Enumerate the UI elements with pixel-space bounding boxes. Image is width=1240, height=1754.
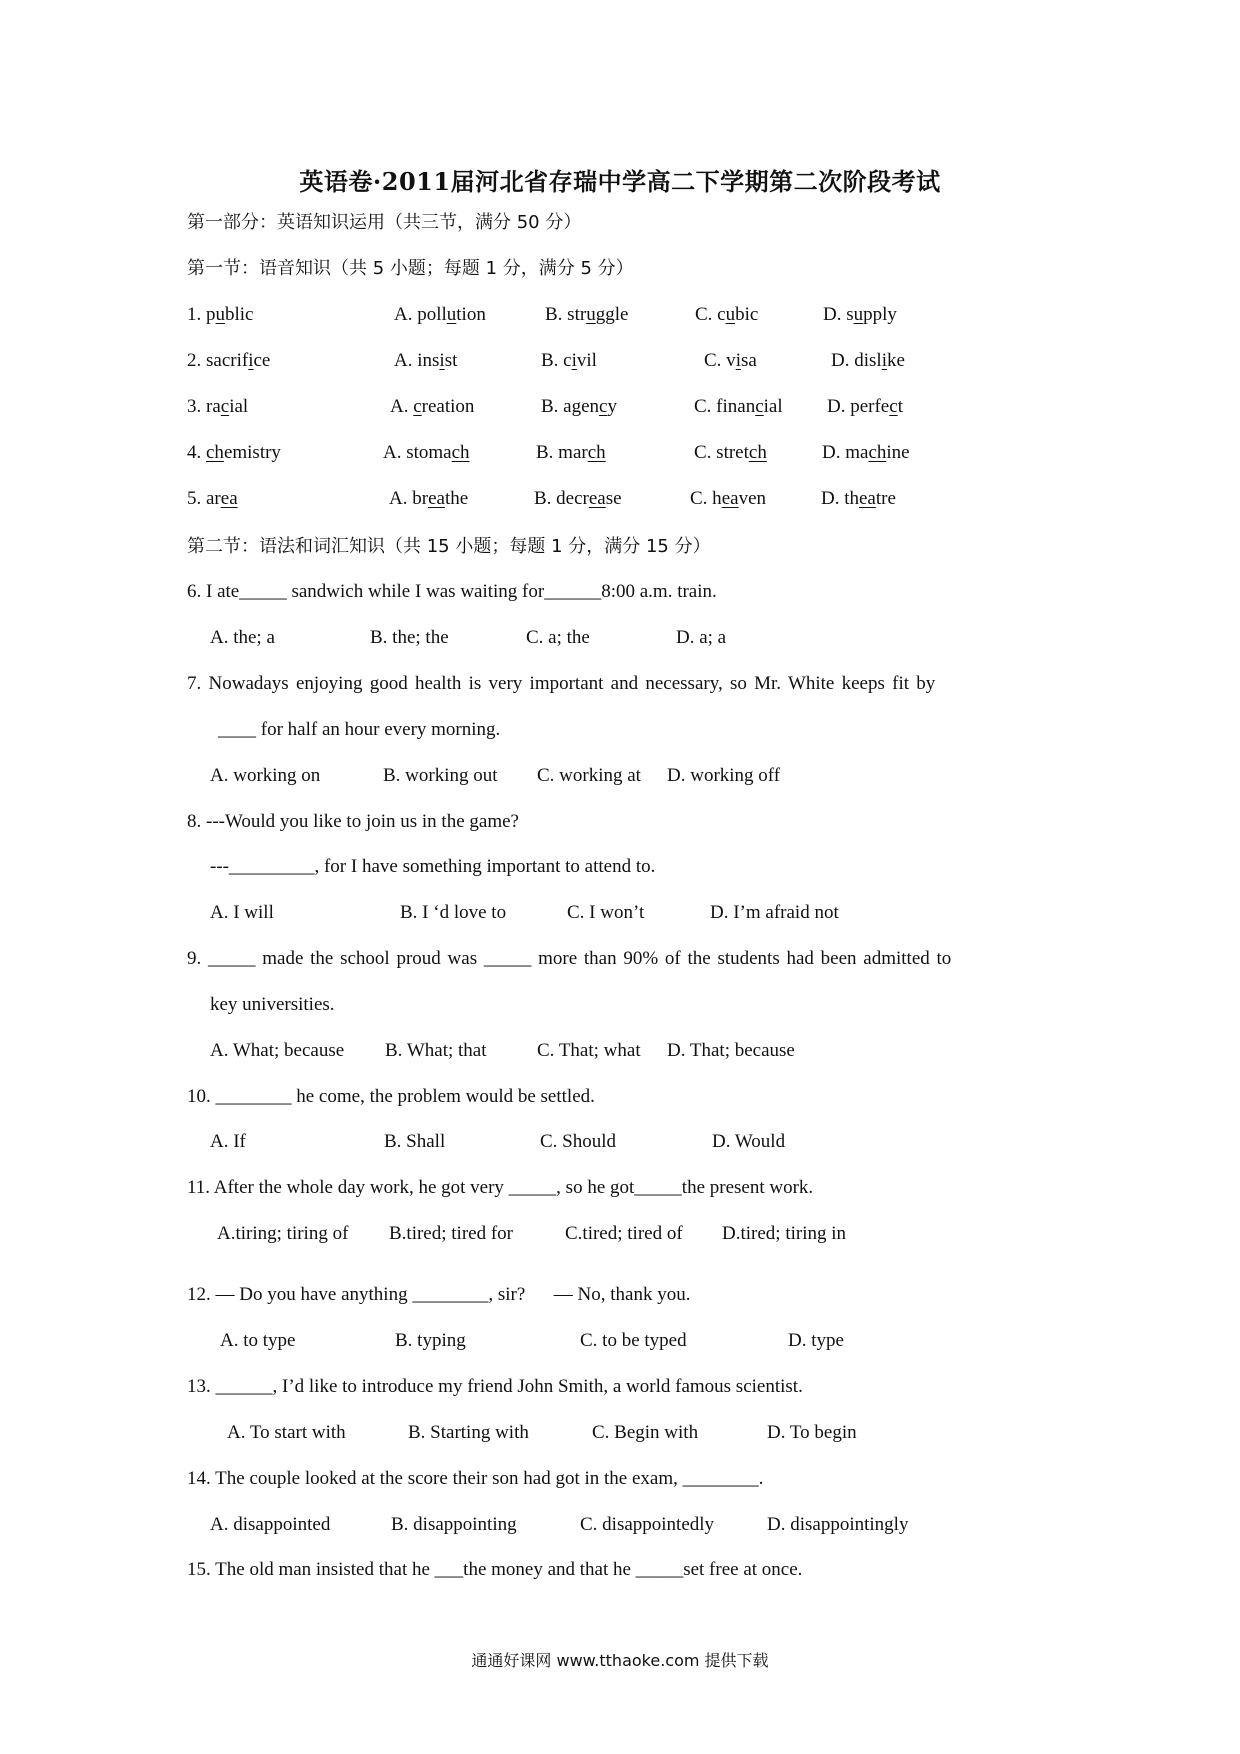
word-part: C. c: [695, 304, 726, 325]
underlined-letters: ea: [588, 488, 606, 509]
underlined-letters: ch: [748, 442, 767, 463]
question-12-option-c: C. to be typed: [580, 1330, 687, 1351]
question-6-option-b: B. the; the: [370, 627, 449, 648]
question-13-option-d: D. To begin: [767, 1422, 857, 1443]
underlined-letters: i: [881, 350, 887, 371]
question-10-option-b: B. Shall: [384, 1131, 446, 1152]
word-part: D. s: [823, 304, 854, 325]
question-8-option-c: C. I won’t: [567, 902, 645, 923]
word-part: B. agen: [541, 396, 600, 417]
question-12-option-d: D. type: [788, 1330, 844, 1351]
section1-heading: 第一节：语音知识（共 5 小题；每题 1 分，满分 5 分）: [187, 258, 634, 279]
question-7-option-d: D. working off: [667, 765, 781, 786]
word-part: A. poll: [394, 304, 447, 325]
word-part: C. stret: [694, 442, 749, 463]
word-part: D. disl: [831, 350, 882, 371]
phonetics-question-3-option-c: [694, 395, 783, 419]
word-part: ial: [229, 396, 249, 417]
underlined-letters: ea: [428, 488, 445, 509]
question-9-stem-continued: key universities.: [210, 994, 335, 1015]
underlined-letters: i: [248, 350, 254, 371]
word-part: D. th: [821, 488, 859, 509]
question-8-stem: 8. ---Would you like to join us in the game?: [187, 811, 519, 832]
word-part: tre: [875, 488, 896, 509]
word-part: B. str: [545, 304, 587, 325]
question-7-stem: 7. Nowadays enjoying good health is very important and necessary, so Mr. White keeps fit by: [187, 673, 936, 694]
question-14-option-b: B. disappointing: [391, 1514, 517, 1535]
word-part: pply: [863, 304, 897, 325]
word-part: C. v: [704, 350, 736, 371]
word-part: emistry: [223, 442, 281, 463]
word-part: st: [444, 350, 458, 371]
question-12-option-a: A. to type: [220, 1330, 296, 1351]
word-part: blic: [225, 304, 254, 325]
phonetics-question-4-option-c: [694, 441, 767, 465]
phonetics-question-5-option-d: [821, 487, 896, 511]
question-8-option-a: A. I will: [210, 902, 274, 923]
underlined-letters: u: [853, 304, 864, 325]
underlined-letters: c: [755, 396, 764, 417]
word-part: tion: [456, 304, 486, 325]
question-8-option-b: B. I ‘d love to: [400, 902, 507, 923]
underlined-letters: c: [220, 396, 230, 417]
phonetics-question-1-option-d: [823, 303, 897, 327]
section2-heading: 第二节：语法和词汇知识（共 15 小题；每题 1 分，满分 15 分）: [187, 536, 711, 557]
word-part: C. h: [690, 488, 722, 509]
phonetics-question-3-option-b: [541, 395, 617, 419]
question-7-option-c: C. working at: [537, 765, 641, 786]
word-part: 5. ar: [187, 488, 221, 509]
underlined-letters: i: [439, 350, 445, 371]
word-part: 3. ra: [187, 396, 221, 417]
question-12-option-b: B. typing: [395, 1330, 466, 1351]
phonetics-question-5-option-b: [534, 487, 622, 511]
word-part: B. c: [541, 350, 572, 371]
question-11-option-d: D.tired; tiring in: [722, 1223, 847, 1244]
word-part: D. ma: [822, 442, 869, 463]
question-14-option-c: C. disappointedly: [580, 1514, 715, 1535]
part1-heading: 第一部分：英语知识运用（共三节，满分 50 分）: [187, 212, 582, 233]
phonetics-question-2-option-c: [704, 349, 757, 373]
word-part: ven: [738, 488, 766, 509]
phonetics-question-1-option-b: [545, 303, 628, 327]
page-footer: 通通好课网 www.tthaoke.com 提供下载: [471, 1651, 769, 1670]
word-part: ial: [763, 396, 783, 417]
question-14-stem: 14. The couple looked at the score their son had got in the exam, ________.: [187, 1468, 764, 1489]
underlined-letters: u: [215, 304, 225, 325]
underlined-letters: u: [725, 304, 736, 325]
question-11-option-a: A.tiring; tiring of: [217, 1223, 349, 1244]
question-10-option-c: C. Should: [540, 1131, 617, 1152]
question-10-stem: 10. ________ he come, the problem would be settled.: [187, 1086, 595, 1107]
phonetics-question-2-option-a: [394, 349, 457, 373]
question-11-stem: 11. After the whole day work, he got very _____, so he got_____the present work.: [187, 1177, 814, 1198]
question-9-stem: 9. _____ made the school proud was _____ more than 90% of the students had been admitted to: [187, 948, 952, 969]
word-part: se: [605, 488, 622, 509]
underlined-letters: ea: [721, 488, 739, 509]
underlined-letters: ea: [859, 488, 876, 509]
word-part: the: [444, 488, 469, 509]
underlined-letters: i: [735, 350, 741, 371]
underlined-letters: i: [571, 350, 577, 371]
phonetics-question-5-option-c: [690, 487, 766, 511]
question-13-option-c: C. Begin with: [592, 1422, 699, 1443]
word-part: A. br: [389, 488, 429, 509]
question-7-option-b: B. working out: [383, 765, 498, 786]
question-11-option-b: B.tired; tired for: [389, 1223, 513, 1244]
question-6-stem: 6. I ate_____ sandwich while I was waiting for______8:00 a.m. train.: [187, 581, 717, 602]
question-12-stem: 12. — Do you have anything ________, sir? — No, thank you.: [187, 1284, 691, 1305]
question-11-option-c: C.tired; tired of: [565, 1223, 683, 1244]
word-part: 4.: [187, 442, 206, 463]
phonetics-question-4-option-a: [383, 441, 470, 465]
phonetics-question-5: [187, 487, 238, 511]
word-part: A. stoma: [383, 442, 452, 463]
word-part: A. ins: [394, 350, 440, 371]
word-part: D. perfe: [827, 396, 890, 417]
question-9-option-d: D. That; because: [667, 1040, 795, 1061]
question-13-option-a: A. To start with: [227, 1422, 346, 1443]
word-part: C. finan: [694, 396, 756, 417]
question-13-stem: 13. ______, I’d like to introduce my friend John Smith, a world famous scientist.: [187, 1376, 803, 1397]
word-part: reation: [421, 396, 475, 417]
question-10-option-d: D. Would: [712, 1131, 786, 1152]
underlined-letters: c: [599, 396, 608, 417]
question-7-option-a: A. working on: [210, 765, 321, 786]
phonetics-question-2: [187, 349, 270, 373]
word-part: 2. sacrif: [187, 350, 249, 371]
phonetics-question-5-option-a: [389, 487, 468, 511]
question-9-option-b: B. What; that: [385, 1040, 487, 1061]
word-part: sa: [740, 350, 757, 371]
underlined-letters: ch: [451, 442, 470, 463]
word-part: ce: [253, 350, 271, 371]
underlined-letters: c: [889, 396, 898, 417]
phonetics-question-1: [187, 303, 254, 327]
word-part: B. mar: [536, 442, 588, 463]
phonetics-question-4-option-d: [822, 441, 910, 465]
phonetics-question-1-option-c: [695, 303, 758, 327]
underlined-letters: ch: [206, 442, 224, 463]
question-6-option-a: A. the; a: [210, 627, 275, 648]
underlined-letters: u: [586, 304, 596, 325]
page-title: 英语卷·2011届河北省存瑞中学高二下学期第二次阶段考试: [299, 167, 941, 196]
underlined-letters: ch: [587, 442, 606, 463]
word-part: t: [897, 396, 903, 417]
question-6-option-d: D. a; a: [676, 627, 727, 648]
word-part: vil: [576, 350, 597, 371]
word-part: bic: [735, 304, 759, 325]
question-14-option-a: A. disappointed: [210, 1514, 331, 1535]
word-part: A.: [390, 396, 414, 417]
question-10-option-a: A. If: [210, 1131, 246, 1152]
phonetics-question-4: [187, 441, 281, 465]
question-14-option-d: D. disappointingly: [767, 1514, 909, 1535]
phonetics-question-2-option-b: [541, 349, 597, 373]
phonetics-question-3-option-d: [827, 395, 903, 419]
phonetics-question-2-option-d: [831, 349, 905, 373]
question-8-option-d: D. I’m afraid not: [710, 902, 839, 923]
phonetics-question-1-option-a: [394, 303, 486, 327]
question-7-stem-continued: ____ for half an hour every morning.: [218, 719, 501, 740]
phonetics-question-3: [187, 395, 248, 419]
question-15-stem: 15. The old man insisted that he ___the money and that he _____set free at once.: [187, 1559, 803, 1580]
phonetics-question-4-option-b: [536, 441, 606, 465]
underlined-letters: c: [413, 396, 422, 417]
word-part: ke: [886, 350, 905, 371]
underlined-letters: u: [446, 304, 457, 325]
underlined-letters: ea: [220, 488, 238, 509]
question-6-option-c: C. a; the: [526, 627, 590, 648]
word-part: B. decr: [534, 488, 589, 509]
word-part: y: [607, 396, 617, 417]
word-part: 1. p: [187, 304, 216, 325]
phonetics-question-3-option-a: [390, 395, 474, 419]
question-8-stem-continued: ---_________, for I have something important to attend to.: [210, 856, 656, 877]
word-part: ine: [886, 442, 910, 463]
question-9-option-c: C. That; what: [537, 1040, 641, 1061]
underlined-letters: ch: [868, 442, 887, 463]
word-part: ggle: [595, 304, 629, 325]
question-13-option-b: B. Starting with: [408, 1422, 529, 1443]
question-9-option-a: A. What; because: [210, 1040, 345, 1061]
